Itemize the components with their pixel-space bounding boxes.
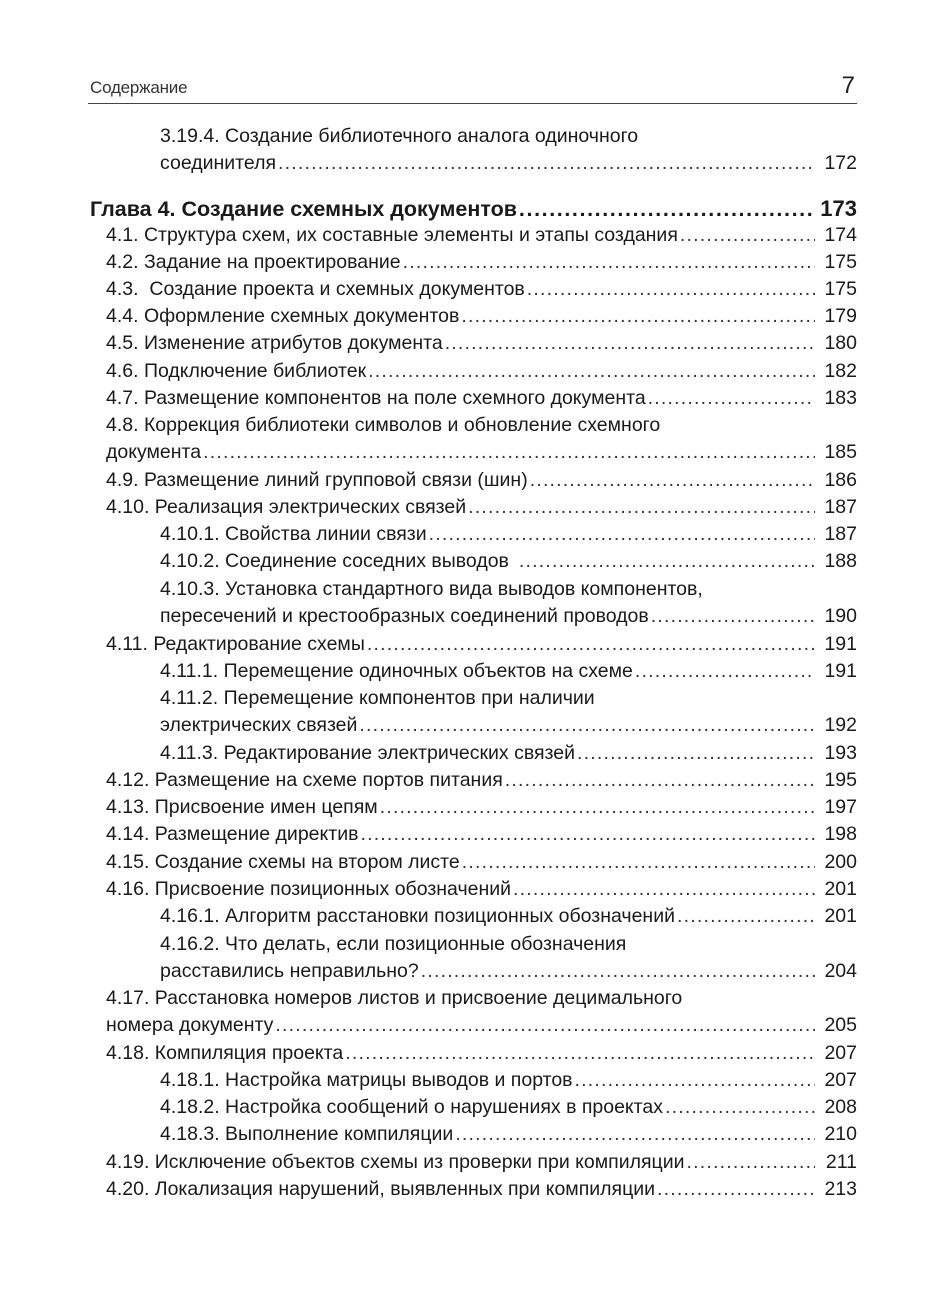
toc-page-number: 193 — [824, 742, 857, 764]
toc-page-number: 210 — [824, 1123, 857, 1145]
leader-dots — [345, 1040, 815, 1067]
toc-entry-4-11-2[interactable] — [160, 712, 857, 739]
toc-entry-text: 4.1. Структура схем, их составные элементы и этапы создания — [106, 224, 678, 246]
page-header — [90, 70, 857, 102]
toc-page-number: 182 — [824, 360, 857, 382]
toc-entry-4-16-1[interactable] — [160, 903, 857, 930]
toc-entry-text: 4.12. Размещение на схеме портов питания — [106, 769, 503, 791]
toc-entry-4-11-2-line1: 4.11.2. Перемещение компонентов при наличии — [160, 687, 595, 709]
leader-dots — [368, 358, 815, 385]
page-number: 7 — [841, 72, 855, 99]
leader-dots — [519, 548, 815, 575]
toc-entry-text: 4.18.1. Настройка матрицы выводов и портов — [160, 1069, 573, 1091]
toc-entry-4-19[interactable] — [106, 1149, 857, 1176]
toc-entry-4-8-line1: 4.8. Коррекция библиотеки символов и обновление схемного — [106, 414, 661, 436]
toc-entry-4-11-3[interactable] — [160, 740, 857, 767]
toc-page-number: 213 — [824, 1178, 857, 1200]
toc-page-number: 175 — [824, 251, 857, 273]
toc-page-number: 201 — [824, 905, 857, 927]
toc-entry-4-16[interactable] — [106, 876, 857, 903]
toc-entry-text: 4.16.1. Алгоритм расстановки позиционных обозначений — [160, 905, 675, 927]
toc-entry-4-11[interactable] — [106, 631, 857, 658]
toc-entry-text: 4.5. Изменение атрибутов документа — [106, 332, 443, 354]
leader-dots — [513, 876, 815, 903]
toc-page-number: 192 — [824, 714, 857, 736]
toc-chapter-4[interactable] — [90, 194, 857, 224]
toc-page-number: 205 — [824, 1014, 857, 1036]
toc-entry-text: 4.10. Реализация электрических связей — [106, 496, 467, 518]
toc-entry-text: 4.11. Редактирование схемы — [106, 633, 365, 655]
leader-dots — [461, 303, 815, 330]
leader-dots — [455, 1121, 815, 1148]
leader-dots — [380, 794, 815, 821]
toc-entry-4-18[interactable] — [106, 1040, 857, 1067]
toc-entry-4-11-1[interactable] — [160, 658, 857, 685]
toc-page-number: 188 — [824, 550, 857, 572]
toc-entry-text: 4.3. Создание проекта и схемных документов — [106, 278, 525, 300]
leader-dots — [677, 903, 815, 930]
toc-page-number: 191 — [824, 633, 857, 655]
toc-entry-text: электрических связей — [160, 714, 358, 736]
toc-page-number: 207 — [824, 1069, 857, 1091]
toc-entry-4-17-line1: 4.17. Расстановка номеров листов и присвоение децимального — [106, 987, 683, 1009]
toc-entry-text: документа — [106, 441, 202, 463]
toc-entry-4-2[interactable] — [106, 249, 857, 276]
toc-page-number: 201 — [824, 878, 857, 900]
leader-dots — [360, 821, 815, 848]
toc-entry-4-15[interactable] — [106, 849, 857, 876]
toc-entry-4-3[interactable] — [106, 276, 857, 303]
leader-dots — [657, 1176, 815, 1203]
toc-page-number: 186 — [824, 469, 857, 491]
leader-dots — [577, 740, 815, 767]
leader-dots — [680, 222, 815, 249]
leader-dots — [519, 194, 814, 224]
toc-entry-text: 4.16. Присвоение позиционных обозначений — [106, 878, 512, 900]
toc-entry-text: 4.7. Размещение компонентов на поле схемного документа — [106, 387, 646, 409]
toc-entry-4-12[interactable] — [106, 767, 857, 794]
toc-page-number: 190 — [824, 605, 857, 627]
toc-page-number: 191 — [824, 660, 857, 682]
chapter-title: Глава 4. Создание схемных документов — [90, 197, 517, 221]
running-head-title: Содержание — [90, 78, 188, 97]
toc-entry-text: 4.20. Локализация нарушений, выявленных при компиляции — [106, 1178, 656, 1200]
toc-entry-text: 4.10.1. Свойства линии связи — [160, 523, 427, 545]
toc-entry-text: 4.11.1. Перемещение одиночных объектов на схеме — [160, 660, 633, 682]
leader-dots — [530, 467, 815, 494]
toc-entry-text: 4.4. Оформление схемных документов — [106, 305, 460, 327]
toc-page-number: 173 — [820, 196, 857, 221]
toc-entry-4-10-3[interactable] — [160, 603, 857, 630]
leader-dots — [648, 385, 815, 412]
toc-entry-4-5[interactable] — [106, 330, 857, 357]
toc-page-number: 175 — [824, 278, 857, 300]
toc-page-number: 185 — [824, 441, 857, 463]
toc-entry-4-8[interactable] — [106, 439, 857, 466]
toc-entry-4-14[interactable] — [106, 821, 857, 848]
toc-entry-4-6[interactable] — [106, 358, 857, 385]
toc-entry-text: 4.6. Подключение библиотек — [106, 360, 367, 382]
toc-page-number: 200 — [824, 851, 857, 873]
leader-dots — [278, 150, 815, 177]
leader-dots — [359, 712, 815, 739]
toc-entry-4-9[interactable] — [106, 467, 857, 494]
toc-entry-text: 4.9. Размещение линий групповой связи (шин) — [106, 469, 528, 491]
leader-dots — [687, 1149, 816, 1176]
toc-entry-3-19-4[interactable] — [160, 150, 857, 177]
toc-entry-4-10-2[interactable] — [160, 548, 857, 575]
toc-entry-text: 4.10.2. Соединение соседних выводов — [160, 550, 509, 572]
leader-dots — [445, 330, 815, 357]
toc-entry-4-18-3[interactable] — [160, 1121, 857, 1148]
toc-entry-4-10-1[interactable] — [160, 521, 857, 548]
leader-dots — [575, 1067, 815, 1094]
toc-page-number: 172 — [824, 152, 857, 174]
toc-page-number: 187 — [824, 523, 857, 545]
leader-dots — [203, 439, 815, 466]
toc-page-number: 174 — [824, 224, 857, 246]
leader-dots — [665, 1094, 815, 1121]
leader-dots — [462, 849, 815, 876]
toc-entry-4-13[interactable] — [106, 794, 857, 821]
toc-entry-4-1[interactable] — [106, 222, 857, 249]
toc-entry-4-10-3-line1: 4.10.3. Установка стандартного вида выводов компонентов, — [160, 578, 703, 600]
toc-entry-text: 4.18.2. Настройка сообщений о нарушениях в проектах — [160, 1096, 663, 1118]
toc-entry-text: 4.19. Исключение объектов схемы из проверки при компиляции — [106, 1151, 685, 1173]
leader-dots — [527, 276, 815, 303]
toc-page-number: 183 — [824, 387, 857, 409]
toc-entry-4-16-2-line1: 4.16.2. Что делать, если позиционные обозначения — [160, 933, 627, 955]
toc-entry-4-7[interactable] — [106, 385, 857, 412]
toc-entry-4-20[interactable] — [106, 1176, 857, 1203]
leader-dots — [468, 494, 815, 521]
toc-entry-3-19-4-line1: 3.19.4. Создание библиотечного аналога одиночного — [160, 125, 639, 147]
toc-entry-4-18-1[interactable] — [160, 1067, 857, 1094]
leader-dots — [367, 631, 815, 658]
toc-entry-text: 4.2. Задание на проектирование — [106, 251, 401, 273]
leader-dots — [505, 767, 815, 794]
leader-dots — [635, 658, 815, 685]
toc-entry-text: расставились неправильно? — [160, 960, 419, 982]
toc-entry-4-4[interactable] — [106, 303, 857, 330]
toc-entry-4-18-2[interactable] — [160, 1094, 857, 1121]
toc-entry-text: 4.18. Компиляция проекта — [106, 1042, 344, 1064]
leader-dots — [275, 1012, 815, 1039]
leader-dots — [421, 958, 815, 985]
toc-entry-text: 4.14. Размещение директив — [106, 823, 359, 845]
header-divider — [88, 103, 857, 104]
toc-entry-4-16-2[interactable] — [160, 958, 857, 985]
toc-entry-text: соединителя — [160, 152, 277, 174]
toc-page-number: 187 — [824, 496, 857, 518]
leader-dots — [429, 521, 815, 548]
toc-entry-text: 4.15. Создание схемы на втором листе — [106, 851, 460, 873]
toc-entry-4-17[interactable] — [106, 1012, 857, 1039]
leader-dots — [651, 603, 815, 630]
toc-page-number: 180 — [824, 332, 857, 354]
toc-entry-text: номера документу — [106, 1014, 274, 1036]
toc-page-number: 198 — [824, 823, 857, 845]
toc-entry-4-10[interactable] — [106, 494, 857, 521]
toc-page-number: 195 — [824, 769, 857, 791]
toc-page-number: 208 — [824, 1096, 857, 1118]
leader-dots — [403, 249, 815, 276]
toc-entry-text: 4.13. Присвоение имен цепям — [106, 796, 378, 818]
toc-entry-text: пересечений и крестообразных соединений проводов — [160, 605, 649, 627]
toc-entry-text: 4.18.3. Выполнение компиляции — [160, 1123, 454, 1145]
toc-page-number: 197 — [824, 796, 857, 818]
toc-page-number: 179 — [824, 305, 857, 327]
toc-page-number: 204 — [824, 960, 857, 982]
toc-entry-text: 4.11.3. Редактирование электрических связей — [160, 742, 575, 764]
toc-page-number: 207 — [824, 1042, 857, 1064]
toc-page-number: 211 — [825, 1151, 857, 1173]
